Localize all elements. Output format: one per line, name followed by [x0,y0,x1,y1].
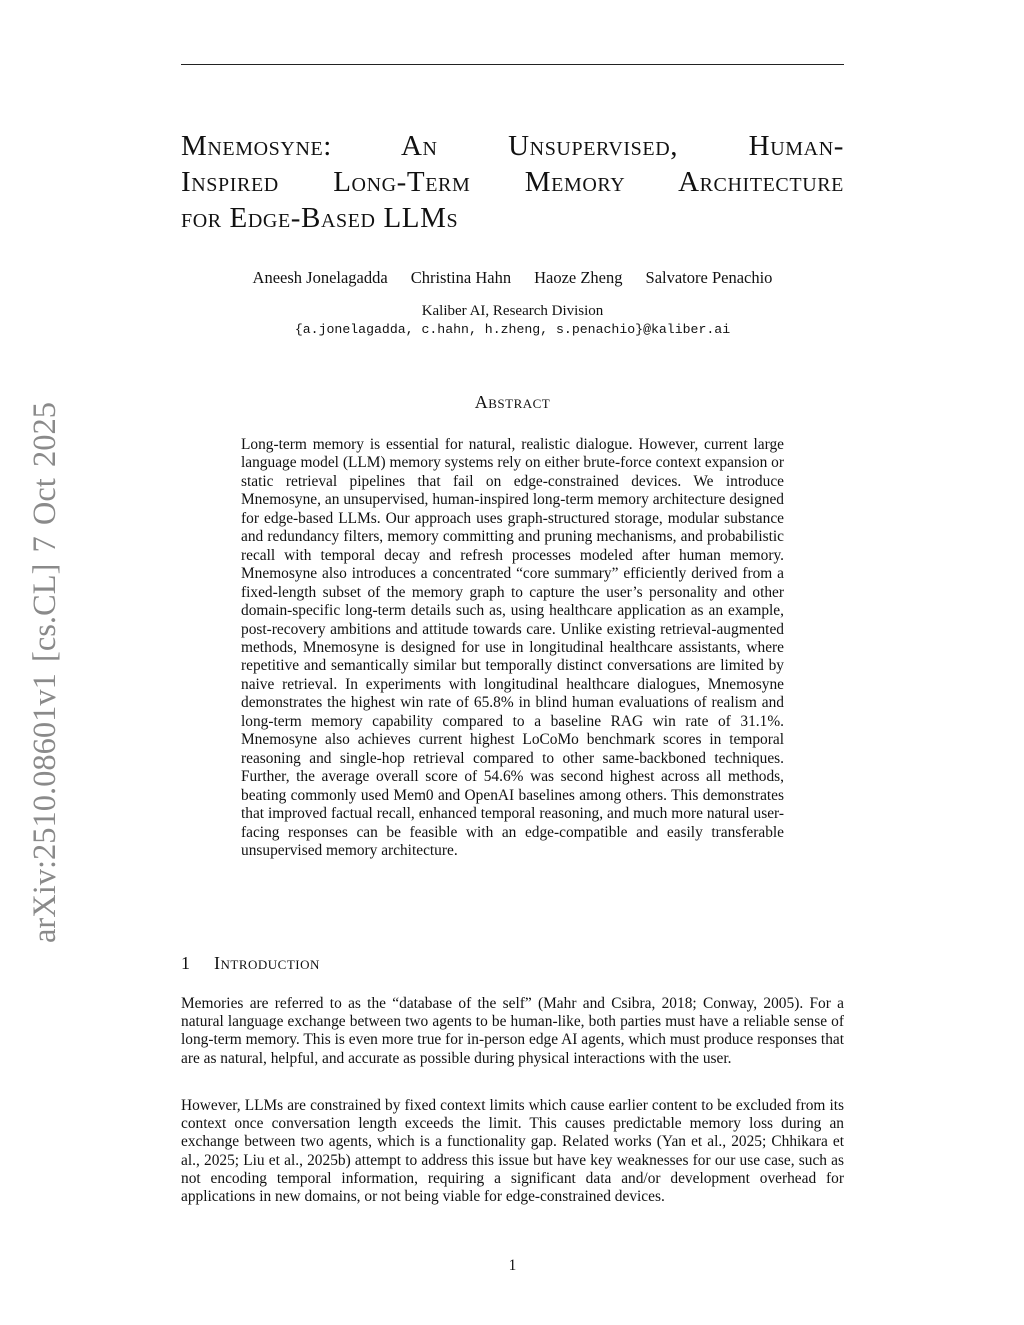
title-line-3: for Edge-Based LLMs [181,202,459,234]
author-name: Haoze Zheng [534,268,623,287]
arxiv-identifier-stamp: arXiv:2510.08601v1 [cs.CL] 7 Oct 2025 [27,402,63,943]
section-title: Introduction [214,953,320,973]
affiliation: Kaliber AI, Research Division [421,303,604,319]
title-line-2: Inspired Long-Term Memory Architecture [181,166,844,198]
title-line-1: Mnemosyne: An Unsupervised, Human- [181,130,844,162]
author-name: Christina Hahn [410,268,512,287]
abstract-heading: Abstract [474,392,551,412]
section-number: 1 [181,953,191,973]
author-emails: {a.jonelagadda, c.hahn, h.zheng, s.penachio}@kaliber.ai [294,322,731,337]
author-name: Salvatore Penachio [645,268,773,287]
intro-paragraph-2: However, LLMs are constrained by fixed context limits which cause earlier content to be excluded from its context once conversation length exceeds the limit. This causes predictable memory loss during an exchange between two agents, which is a functionality gap. Related works (Yan et al., 2025; Chhikara et al., 2025; Liu et al., 2025b) attempt to address this issue but have key weaknesses for our use case, such as not encoding temporal information, requiring a significant data and/or development overhead for applications in new domains, or not being viable for edge-constrained devices. [181,1097,844,1206]
section-heading-introduction [181,953,844,974]
intro-paragraph-1: Memories are referred to as the “database of the self” (Mahr and Csibra, 2018; Conway, 2005). For a natural language exchange between two agents to be human-like, both parties must have a reliable sense of long-term memory. This is even more true for in-person edge AI agents, which must produce responses that are as natural, helpful, and accurate as possible during physical interactions with the user. [181,995,844,1067]
title-top-rule [181,64,844,65]
page-number: 1 [508,1257,517,1274]
author-list [181,268,844,288]
author-name: Aneesh Jonelagadda [252,268,388,287]
paper-title [181,128,844,236]
abstract-text: Long-term memory is essential for natural, realistic dialogue. However, current large language model (LLM) memory systems rely on either brute-force context expansion or static retrieval pipelines that fail on edge-constrained devices. We introduce Mnemosyne, an unsupervised, human-inspired long-term memory architecture designed for edge-based LLMs. Our approach uses graph-structured storage, modular substance and redundancy filters, memory committing and pruning mechanisms, and probabilistic recall with temporal decay and refresh processes modeled after human memory. Mnemosyne also introduces a concentrated “core summary” efficiently derived from a fixed-length subset of the memory graph to capture the user’s personality and other domain-specific long-term details such as, using healthcare application as an example, post-recovery ambitions and attitude towards care. Unlike existing retrieval-augmented methods, Mnemosyne is designed for use in longitudinal healthcare assistants, where repetitive and semantically similar but temporally distinct conversations are limited by naive retrieval. In experiments with longitudinal healthcare dialogues, Mnemosyne demonstrates the highest win rate of 65.8% in blind human evaluations of realism and long-term memory capability compared to a baseline RAG win rate of 31.1%. Mnemosyne also achieves current highest LoCoMo benchmark scores in temporal reasoning and single-hop retrieval compared to other same-backboned techniques. Further, the average overall score of 54.6% was second highest across all methods, beating commonly used Mem0 and OpenAI baselines among others. This demonstrates that improved factual recall, enhanced temporal reasoning, and much more natural user-facing responses can be feasible with an edge-compatible and easily transferable unsupervised memory architecture. [241,436,784,859]
